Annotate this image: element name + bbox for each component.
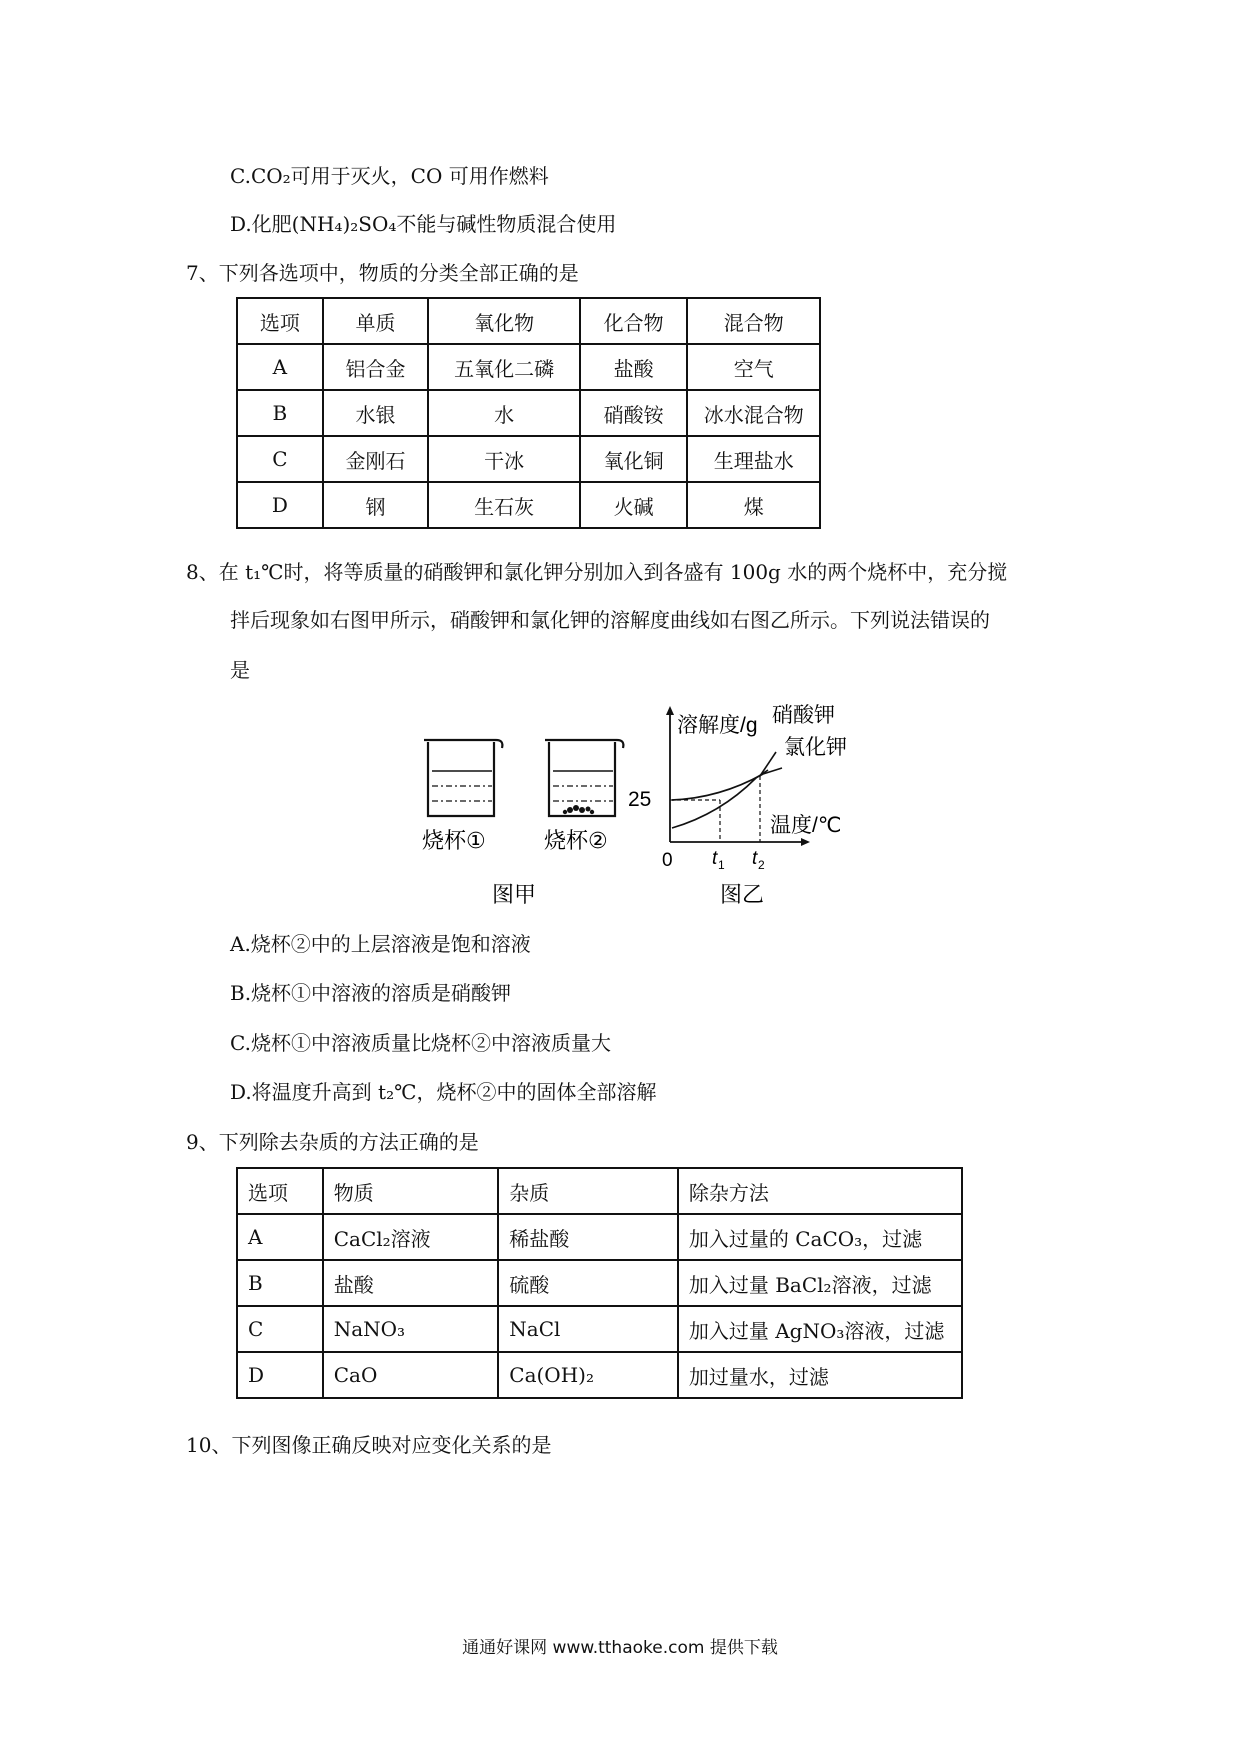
header-cell: 选项 [237, 1168, 323, 1214]
t1-subscript: 1 [718, 858, 725, 872]
table-cell: 稀盐酸 [498, 1214, 678, 1260]
q8-stem-line1: 8、在 t₁℃时，将等质量的硝酸钾和氯化钾分别加入到各盛有 100g 水的两个烧杯中，充分搅 [186, 560, 1008, 584]
table-cell: 水 [428, 390, 579, 436]
table-header-row [237, 298, 820, 344]
table-cell: 加入过量的 CaCO₃，过滤 [678, 1214, 962, 1260]
header-cell: 选项 [237, 298, 323, 344]
header-cell: 氧化物 [428, 298, 579, 344]
x-axis-arrow [801, 838, 810, 846]
table-cell: 生石灰 [428, 482, 579, 528]
table-row [237, 1214, 962, 1260]
table-cell: 空气 [687, 344, 820, 390]
q8-figure [420, 700, 870, 915]
table-cell: 钢 [323, 482, 429, 528]
x-axis-label: 温度/℃ [770, 814, 842, 837]
q9-stem: 9、下列除去杂质的方法正确的是 [186, 1130, 479, 1154]
table-cell: 生理盐水 [687, 436, 820, 482]
table-cell: 五氧化二磷 [428, 344, 579, 390]
series-kno3-label: 硝酸钾 [772, 704, 835, 727]
table-cell: 火碱 [580, 482, 688, 528]
q8-stem-line3: 是 [230, 658, 250, 682]
origin-label: 0 [662, 850, 673, 871]
solubility-graph [628, 704, 847, 907]
q8-option-b: B.烧杯①中溶液的溶质是硝酸钾 [230, 981, 512, 1005]
table-cell: Ca(OH)₂ [498, 1352, 678, 1398]
table-row [237, 1352, 962, 1398]
table-cell: 冰水混合物 [687, 390, 820, 436]
kcl-curve-segment [672, 778, 756, 828]
table-cell: 干冰 [428, 436, 579, 482]
q8-option-d: D.将温度升高到 t₂℃，烧杯②中的固体全部溶解 [230, 1080, 657, 1104]
t1-label: t [712, 848, 718, 869]
table-cell: 加过量水，过滤 [678, 1352, 962, 1398]
table-cell: B [237, 390, 323, 436]
header-cell: 杂质 [498, 1168, 678, 1214]
beaker-1 [424, 740, 502, 816]
header-cell: 化合物 [580, 298, 688, 344]
table-cell: CaCl₂溶液 [323, 1214, 499, 1260]
header-cell: 混合物 [687, 298, 820, 344]
beaker-1-label: 烧杯① [422, 828, 486, 853]
table-header-row [237, 1168, 962, 1214]
table-row [237, 1306, 962, 1352]
y-tick-25: 25 [628, 788, 652, 811]
table-cell: 盐酸 [580, 344, 688, 390]
table-cell: B [237, 1260, 323, 1306]
q10-stem: 10、下列图像正确反映对应变化关系的是 [186, 1433, 552, 1457]
table-cell: 铝合金 [323, 344, 429, 390]
y-axis-label: 溶解度/g [677, 714, 758, 737]
table-cell: 加入过量 AgNO₃溶液，过滤 [678, 1306, 962, 1352]
table-cell: 水银 [323, 390, 429, 436]
q7-stem: 7、下列各选项中，物质的分类全部正确的是 [186, 261, 579, 285]
table-cell: 煤 [687, 482, 820, 528]
q6-option-c: C.CO₂可用于灭火，CO 可用作燃料 [230, 164, 549, 188]
kno3-curve [672, 774, 763, 800]
table-row [237, 482, 820, 528]
y-axis-arrow [666, 706, 674, 715]
table-row [237, 390, 820, 436]
t2-subscript: 2 [758, 858, 765, 872]
beaker-2 [545, 740, 623, 816]
table-cell: NaCl [498, 1306, 678, 1352]
table-cell: 盐酸 [323, 1260, 499, 1306]
q9-table [236, 1167, 963, 1399]
series-kcl-label: 氯化钾 [784, 736, 847, 759]
q8-stem-line2: 拌后现象如右图甲所示，硝酸钾和氯化钾的溶解度曲线如右图乙所示。下列说法错误的 [230, 608, 990, 632]
q6-option-d: D.化肥(NH₄)₂SO₄不能与碱性物质混合使用 [230, 212, 617, 236]
q7-table [236, 297, 821, 529]
table-cell: 硫酸 [498, 1260, 678, 1306]
header-cell: 物质 [323, 1168, 499, 1214]
table-cell: A [237, 344, 323, 390]
table-row [237, 436, 820, 482]
table-cell: A [237, 1214, 323, 1260]
q8-option-c: C.烧杯①中溶液质量比烧杯②中溶液质量大 [230, 1031, 611, 1055]
table-cell: NaNO₃ [323, 1306, 499, 1352]
header-cell: 除杂方法 [678, 1168, 962, 1214]
table-cell: C [237, 436, 323, 482]
table-cell: 氧化铜 [580, 436, 688, 482]
fig-b-caption: 图乙 [720, 882, 765, 907]
table-cell: 加入过量 BaCl₂溶液，过滤 [678, 1260, 962, 1306]
table-row [237, 344, 820, 390]
header-cell: 单质 [323, 298, 429, 344]
q8-option-a: A.烧杯②中的上层溶液是饱和溶液 [230, 932, 531, 956]
table-cell: D [237, 1352, 323, 1398]
fig-a-caption: 图甲 [492, 882, 537, 907]
table-row [237, 1260, 962, 1306]
table-cell: 硝酸铵 [580, 390, 688, 436]
t2-label: t [752, 848, 758, 869]
beaker-2-label: 烧杯② [544, 828, 608, 853]
table-cell: D [237, 482, 323, 528]
table-cell: CaO [323, 1352, 499, 1398]
beaker-2-solid [563, 805, 594, 814]
table-cell: 金刚石 [323, 436, 429, 482]
table-cell: C [237, 1306, 323, 1352]
footer-source: 通通好课网 www.tthaoke.com 提供下载 [462, 1638, 778, 1658]
